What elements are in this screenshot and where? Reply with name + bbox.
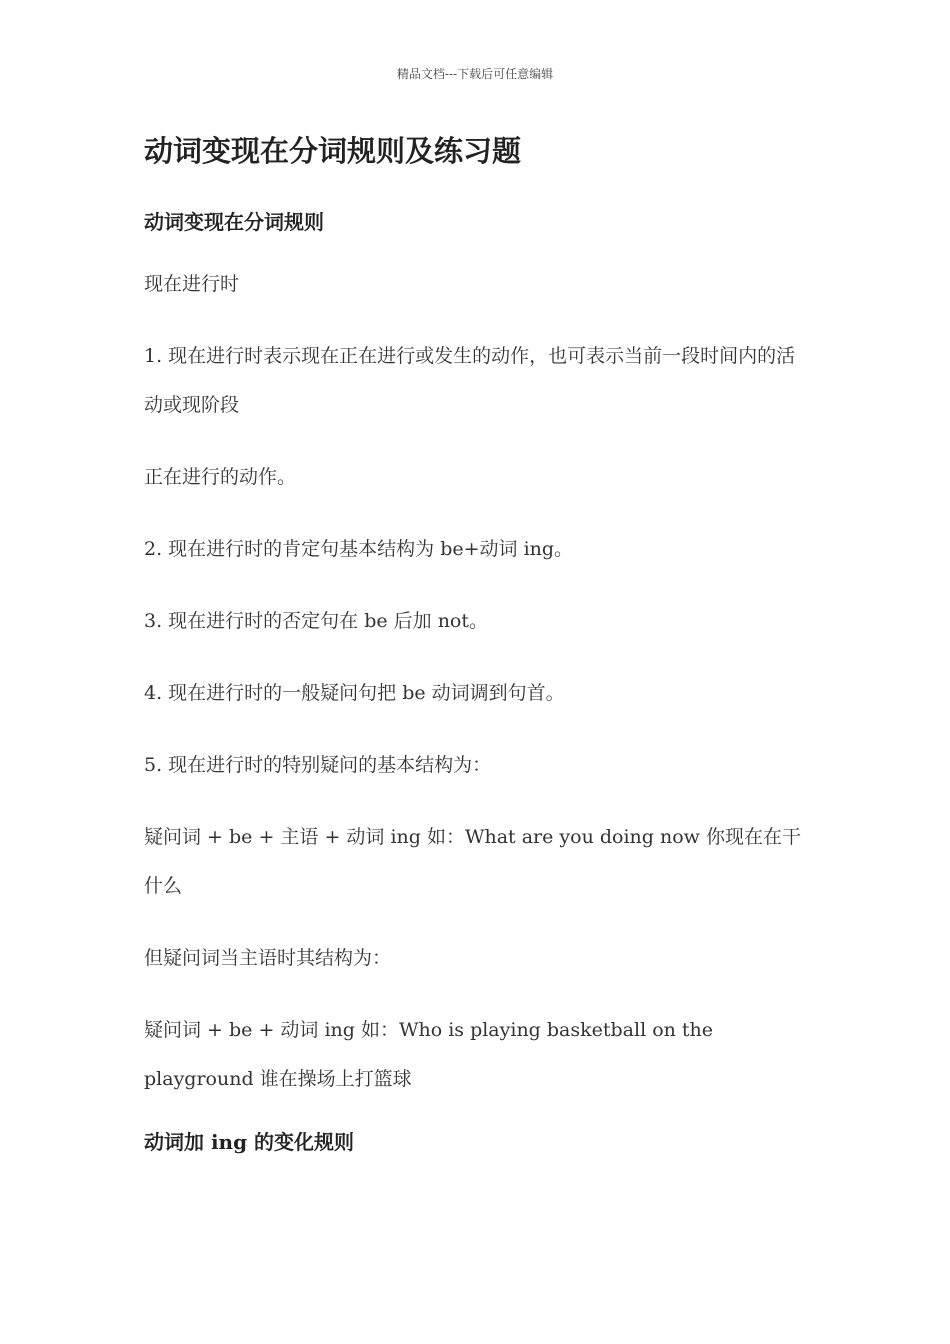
paragraph-tense-name: 现在进行时 [144,273,240,295]
document-title: 动词变现在分词规则及练习题 [144,134,522,168]
paragraph-7: 但疑问词当主语时其结构为： [144,947,392,969]
paragraph-3: 3. 现在进行时的否定句在 be 后加 not。 [144,610,489,632]
document-body [144,128,810,1157]
section-heading-rules: 动词变现在分词规则 [144,210,324,234]
section-heading-ing-rules: 动词加 ing 的变化规则 [144,1130,355,1154]
paragraph-1: 1. 现在进行时表示现在正在进行或发生的动作，也可表示当前一段时间内的活动或现阶段 [144,345,796,416]
paragraph-4: 4. 现在进行时的一般疑问句把 be 动词调到句首。 [144,682,565,704]
page-header-watermark: 精品文档---下载后可任意编辑 [396,67,554,81]
paragraph-1b: 正在进行的动作。 [144,466,297,488]
paragraph-6: 疑问词 + be + 主语 + 动词 ing 如：What are you doing now 你现在在干什么 [144,826,801,897]
paragraph-2: 2. 现在进行时的肯定句基本结构为 be+动词 ing。 [144,538,574,560]
paragraph-8: 疑问词 + be + 动词 ing 如：Who is playing basketball on the playground 谁在操场上打篮球 [144,1019,714,1090]
paragraph-5: 5. 现在进行时的特别疑问的基本结构为： [144,754,492,776]
